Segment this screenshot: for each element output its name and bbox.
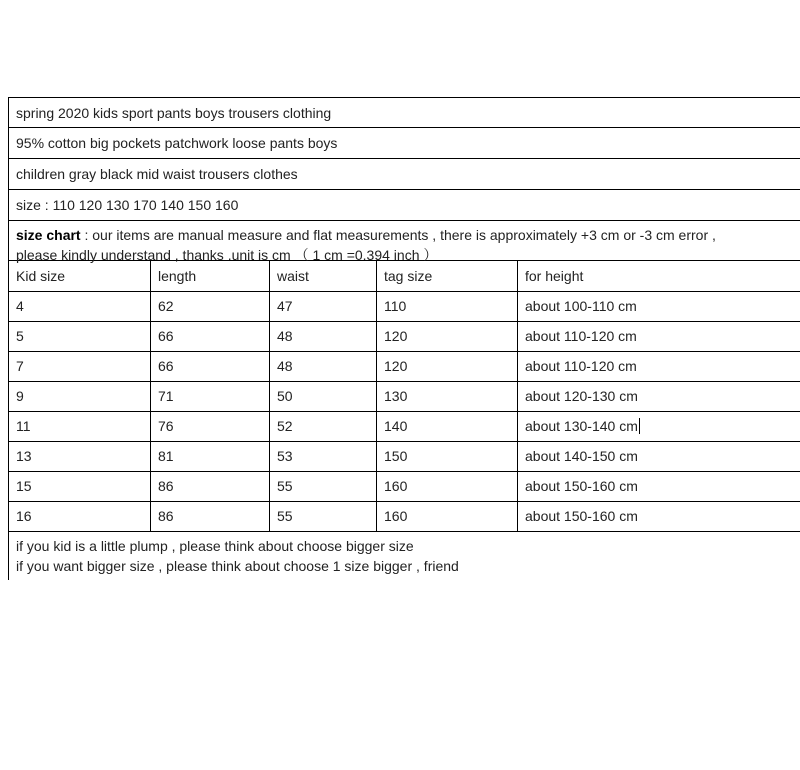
- table-header-cell: for height: [518, 261, 800, 291]
- table-cell: 55: [270, 501, 377, 531]
- table-cell: 53: [270, 441, 377, 471]
- size-chart-label: size chart: [16, 227, 81, 243]
- title-line-3: children gray black mid waist trousers clothes: [8, 159, 800, 190]
- table-cell: 15: [9, 471, 151, 501]
- table-cell: 160: [377, 471, 518, 501]
- title-line-2: 95% cotton big pockets patchwork loose pants boys: [8, 128, 800, 159]
- table-row: [9, 471, 800, 501]
- table-cell: 140: [377, 411, 518, 441]
- table-cell: 52: [270, 411, 377, 441]
- table-cell: 4: [9, 291, 151, 321]
- table-cell: 86: [151, 501, 270, 531]
- table-header-cell: tag size: [377, 261, 518, 291]
- table-cell: 11: [9, 411, 151, 441]
- table-cell: 62: [151, 291, 270, 321]
- size-chart-note: [8, 221, 800, 261]
- table-cell: 81: [151, 441, 270, 471]
- table-cell: 150: [377, 441, 518, 471]
- table-cell: about 120-130 cm: [518, 381, 800, 411]
- table-cell: about 130-140 cm: [518, 411, 800, 441]
- size-table: [8, 261, 800, 532]
- table-cell: about 140-150 cm: [518, 441, 800, 471]
- table-cell: 16: [9, 501, 151, 531]
- title-line-1: spring 2020 kids sport pants boys trousers clothing: [8, 97, 800, 128]
- table-cell: 48: [270, 351, 377, 381]
- table-cell: 71: [151, 381, 270, 411]
- table-cell: 120: [377, 321, 518, 351]
- table-header-cell: waist: [270, 261, 377, 291]
- table-cell: 5: [9, 321, 151, 351]
- table-header-row: [9, 261, 800, 291]
- table-cell: 47: [270, 291, 377, 321]
- table-row: [9, 501, 800, 531]
- table-header-cell: length: [151, 261, 270, 291]
- footer-line-1: if you kid is a little plump , please think about choose bigger size: [16, 537, 414, 554]
- table-cell: 66: [151, 351, 270, 381]
- size-chart-text: : our items are manual measure and flat measurements , there is approximately +3 cm or -3 cm error ,: [80, 227, 716, 243]
- table-header-cell: Kid size: [9, 261, 151, 291]
- table-cell: about 150-160 cm: [518, 501, 800, 531]
- table-cell: 55: [270, 471, 377, 501]
- text-cursor: [639, 418, 640, 434]
- footer-line-2: if you want bigger size , please think about choose 1 size bigger , friend: [16, 557, 459, 574]
- table-cell: about 110-120 cm: [518, 351, 800, 381]
- table-row: [9, 381, 800, 411]
- table-row: [9, 411, 800, 441]
- size-chart-text-2: please kindly understand , thanks .unit is cm （ 1 cm =0.394 inch ）: [16, 247, 438, 263]
- table-cell: 120: [377, 351, 518, 381]
- table-cell: about 150-160 cm: [518, 471, 800, 501]
- table-cell: 9: [9, 381, 151, 411]
- table-cell: about 110-120 cm: [518, 321, 800, 351]
- table-row: [9, 351, 800, 381]
- table-row: [9, 441, 800, 471]
- table-cell: 130: [377, 381, 518, 411]
- table-cell: 48: [270, 321, 377, 351]
- table-row: [9, 321, 800, 351]
- table-cell: 50: [270, 381, 377, 411]
- footer-notes: [8, 532, 800, 580]
- table-cell: 86: [151, 471, 270, 501]
- table-cell: about 100-110 cm: [518, 291, 800, 321]
- table-cell: 13: [9, 441, 151, 471]
- table-cell: 110: [377, 291, 518, 321]
- table-cell: 160: [377, 501, 518, 531]
- table-cell: 66: [151, 321, 270, 351]
- size-list: size : 110 120 130 170 140 150 160: [8, 190, 800, 221]
- table-cell: 7: [9, 351, 151, 381]
- table-row: [9, 291, 800, 321]
- size-sheet: [8, 97, 800, 580]
- table-cell: 76: [151, 411, 270, 441]
